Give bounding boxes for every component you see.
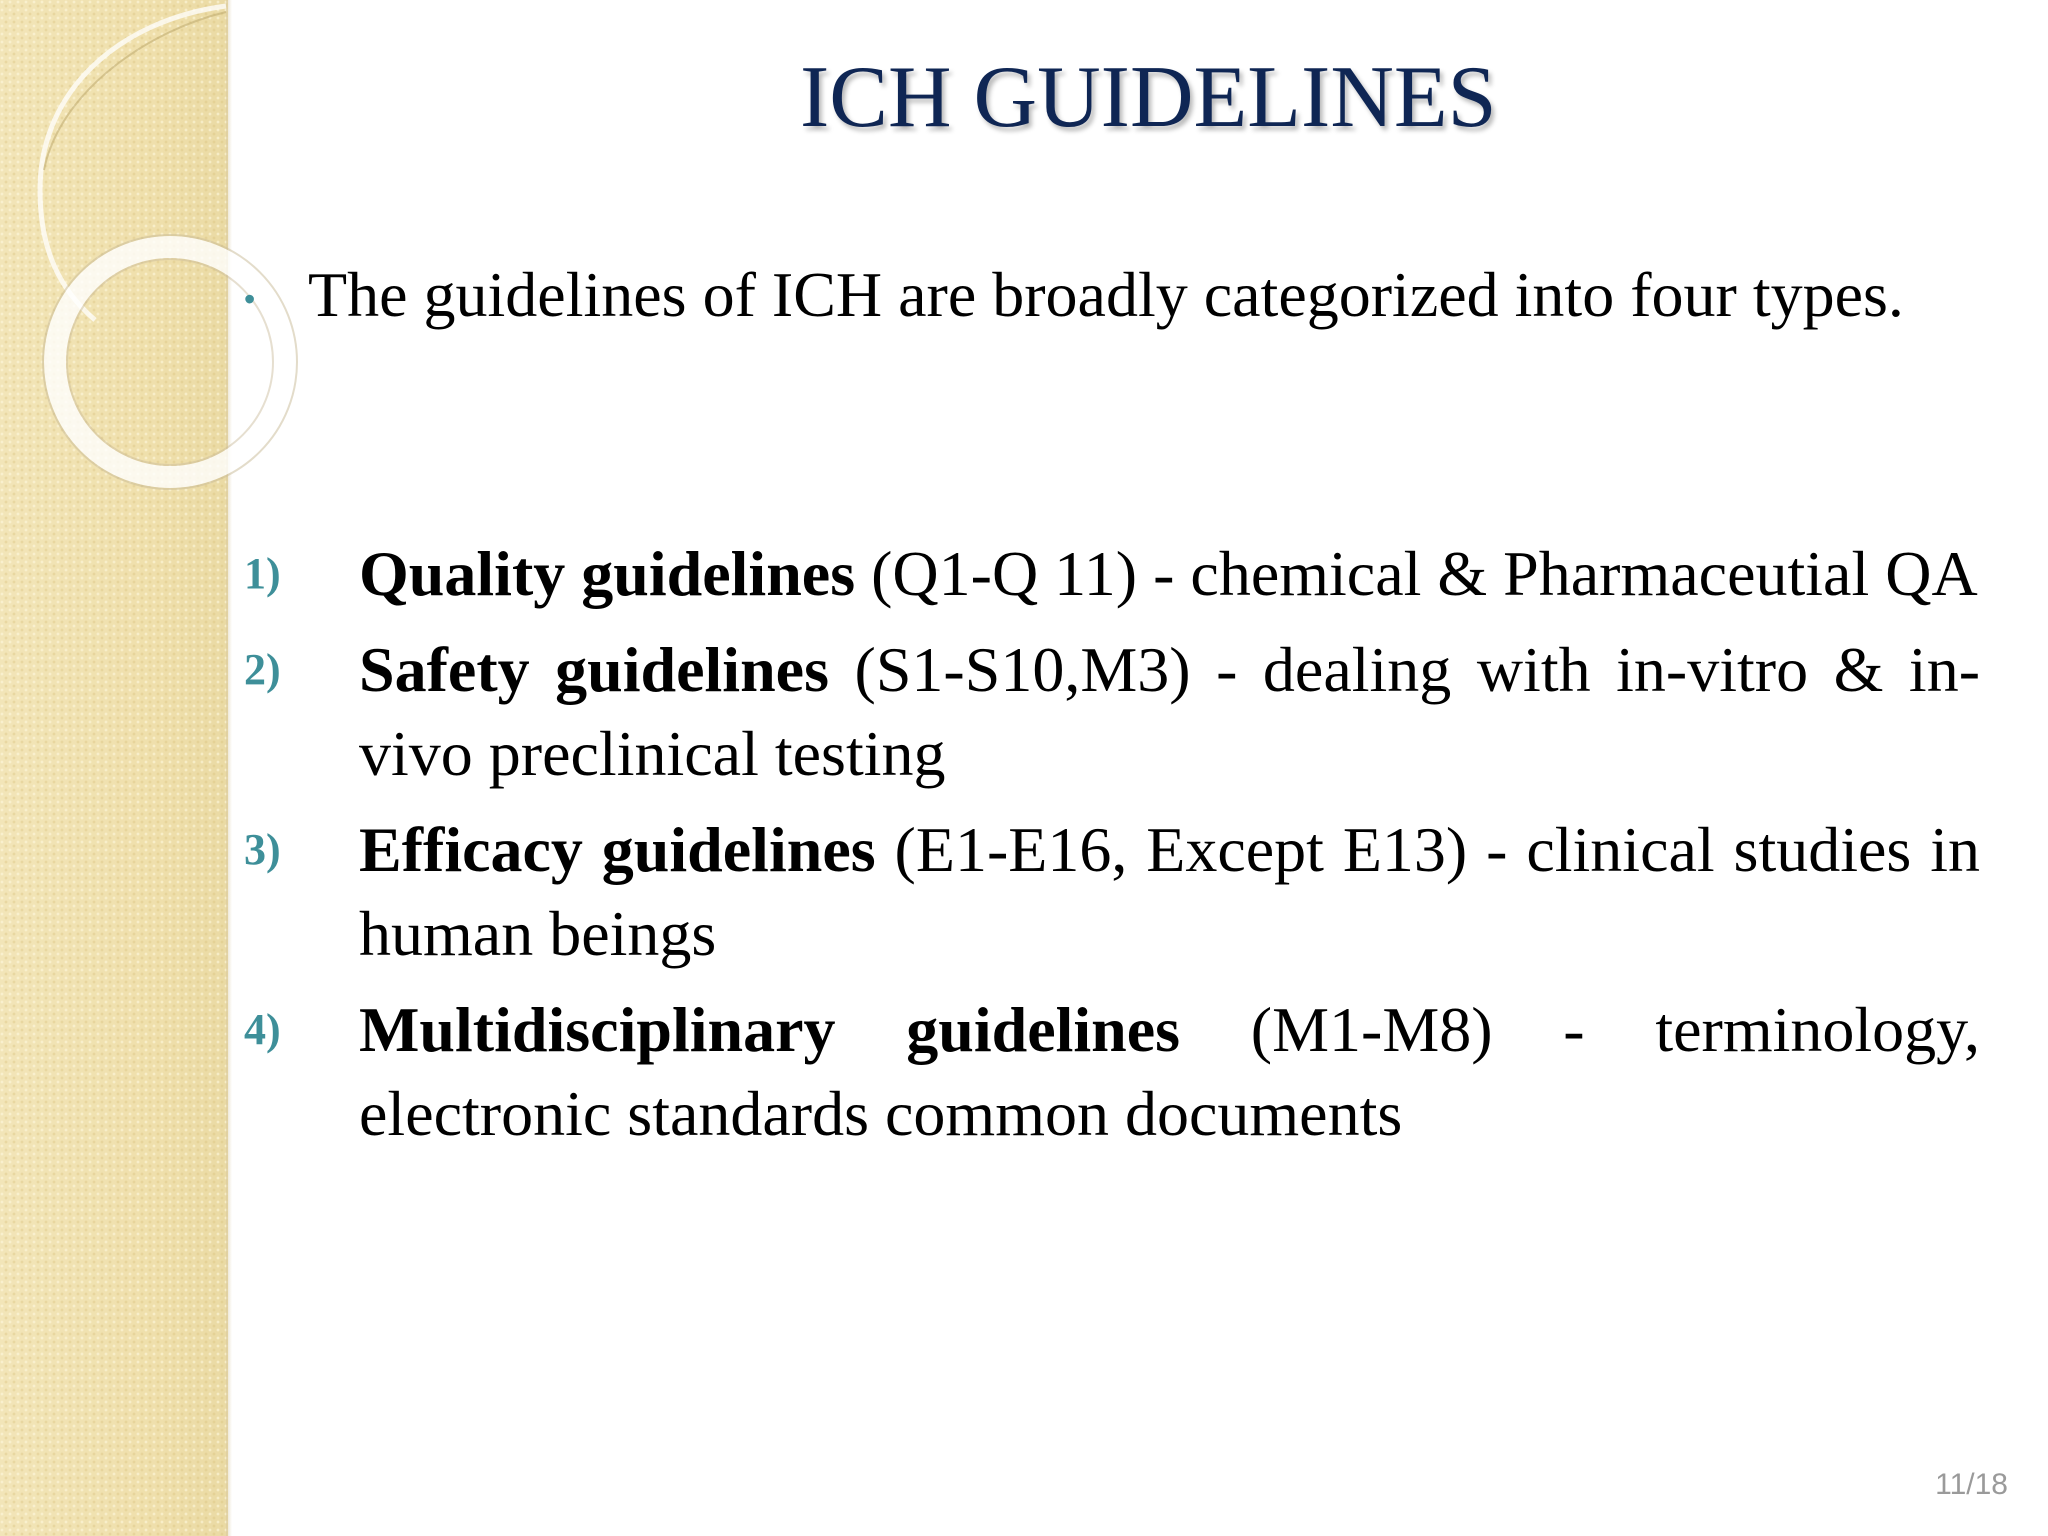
list-item-heading: Safety guidelines — [359, 634, 829, 705]
list-item-heading: Efficacy guidelines — [359, 814, 876, 885]
list-item-quality — [244, 532, 1980, 616]
list-item-description: (S1-S10,M3) - dealing with in-vitro & in-vivo preclinical testing — [359, 634, 1981, 789]
list-item-number: 3) — [244, 825, 281, 874]
list-item-safety — [244, 628, 1980, 796]
list-item-number: 1) — [244, 549, 281, 598]
list-item-efficacy — [244, 808, 1980, 976]
list-item-text — [359, 532, 1980, 616]
list-item-number: 4) — [244, 1005, 281, 1054]
list-item-heading: Quality guidelines — [359, 538, 856, 609]
list-item-description: (E1-E16, Except E13) - clinical studies in human beings — [359, 814, 1980, 969]
intro-bullet — [244, 253, 1980, 337]
list-item-heading: Multidisciplinary guidelines — [359, 994, 1181, 1065]
list-item-text — [359, 988, 1980, 1156]
slide-title: ICH GUIDELINES — [800, 49, 1497, 146]
list-item-text — [359, 628, 1980, 796]
list-item-number: 2) — [244, 645, 281, 694]
guideline-list — [244, 532, 1980, 1168]
list-item-description: (Q1-Q 11) - chemical & Pharmaceutial QA — [855, 538, 1978, 609]
list-item-multidisciplinary — [244, 988, 1980, 1156]
ring-circle-inner-shadow — [67, 259, 273, 465]
list-item-description: (M1-M8) - terminology, electronic standards common documents — [359, 994, 1981, 1149]
bullet-dot-icon: • — [244, 281, 256, 317]
list-item-text — [359, 808, 1980, 976]
intro-bullet-text: The guidelines of ICH are broadly categorized into four types. — [308, 259, 1904, 330]
page-number: 11/18 — [1935, 1468, 2008, 1501]
